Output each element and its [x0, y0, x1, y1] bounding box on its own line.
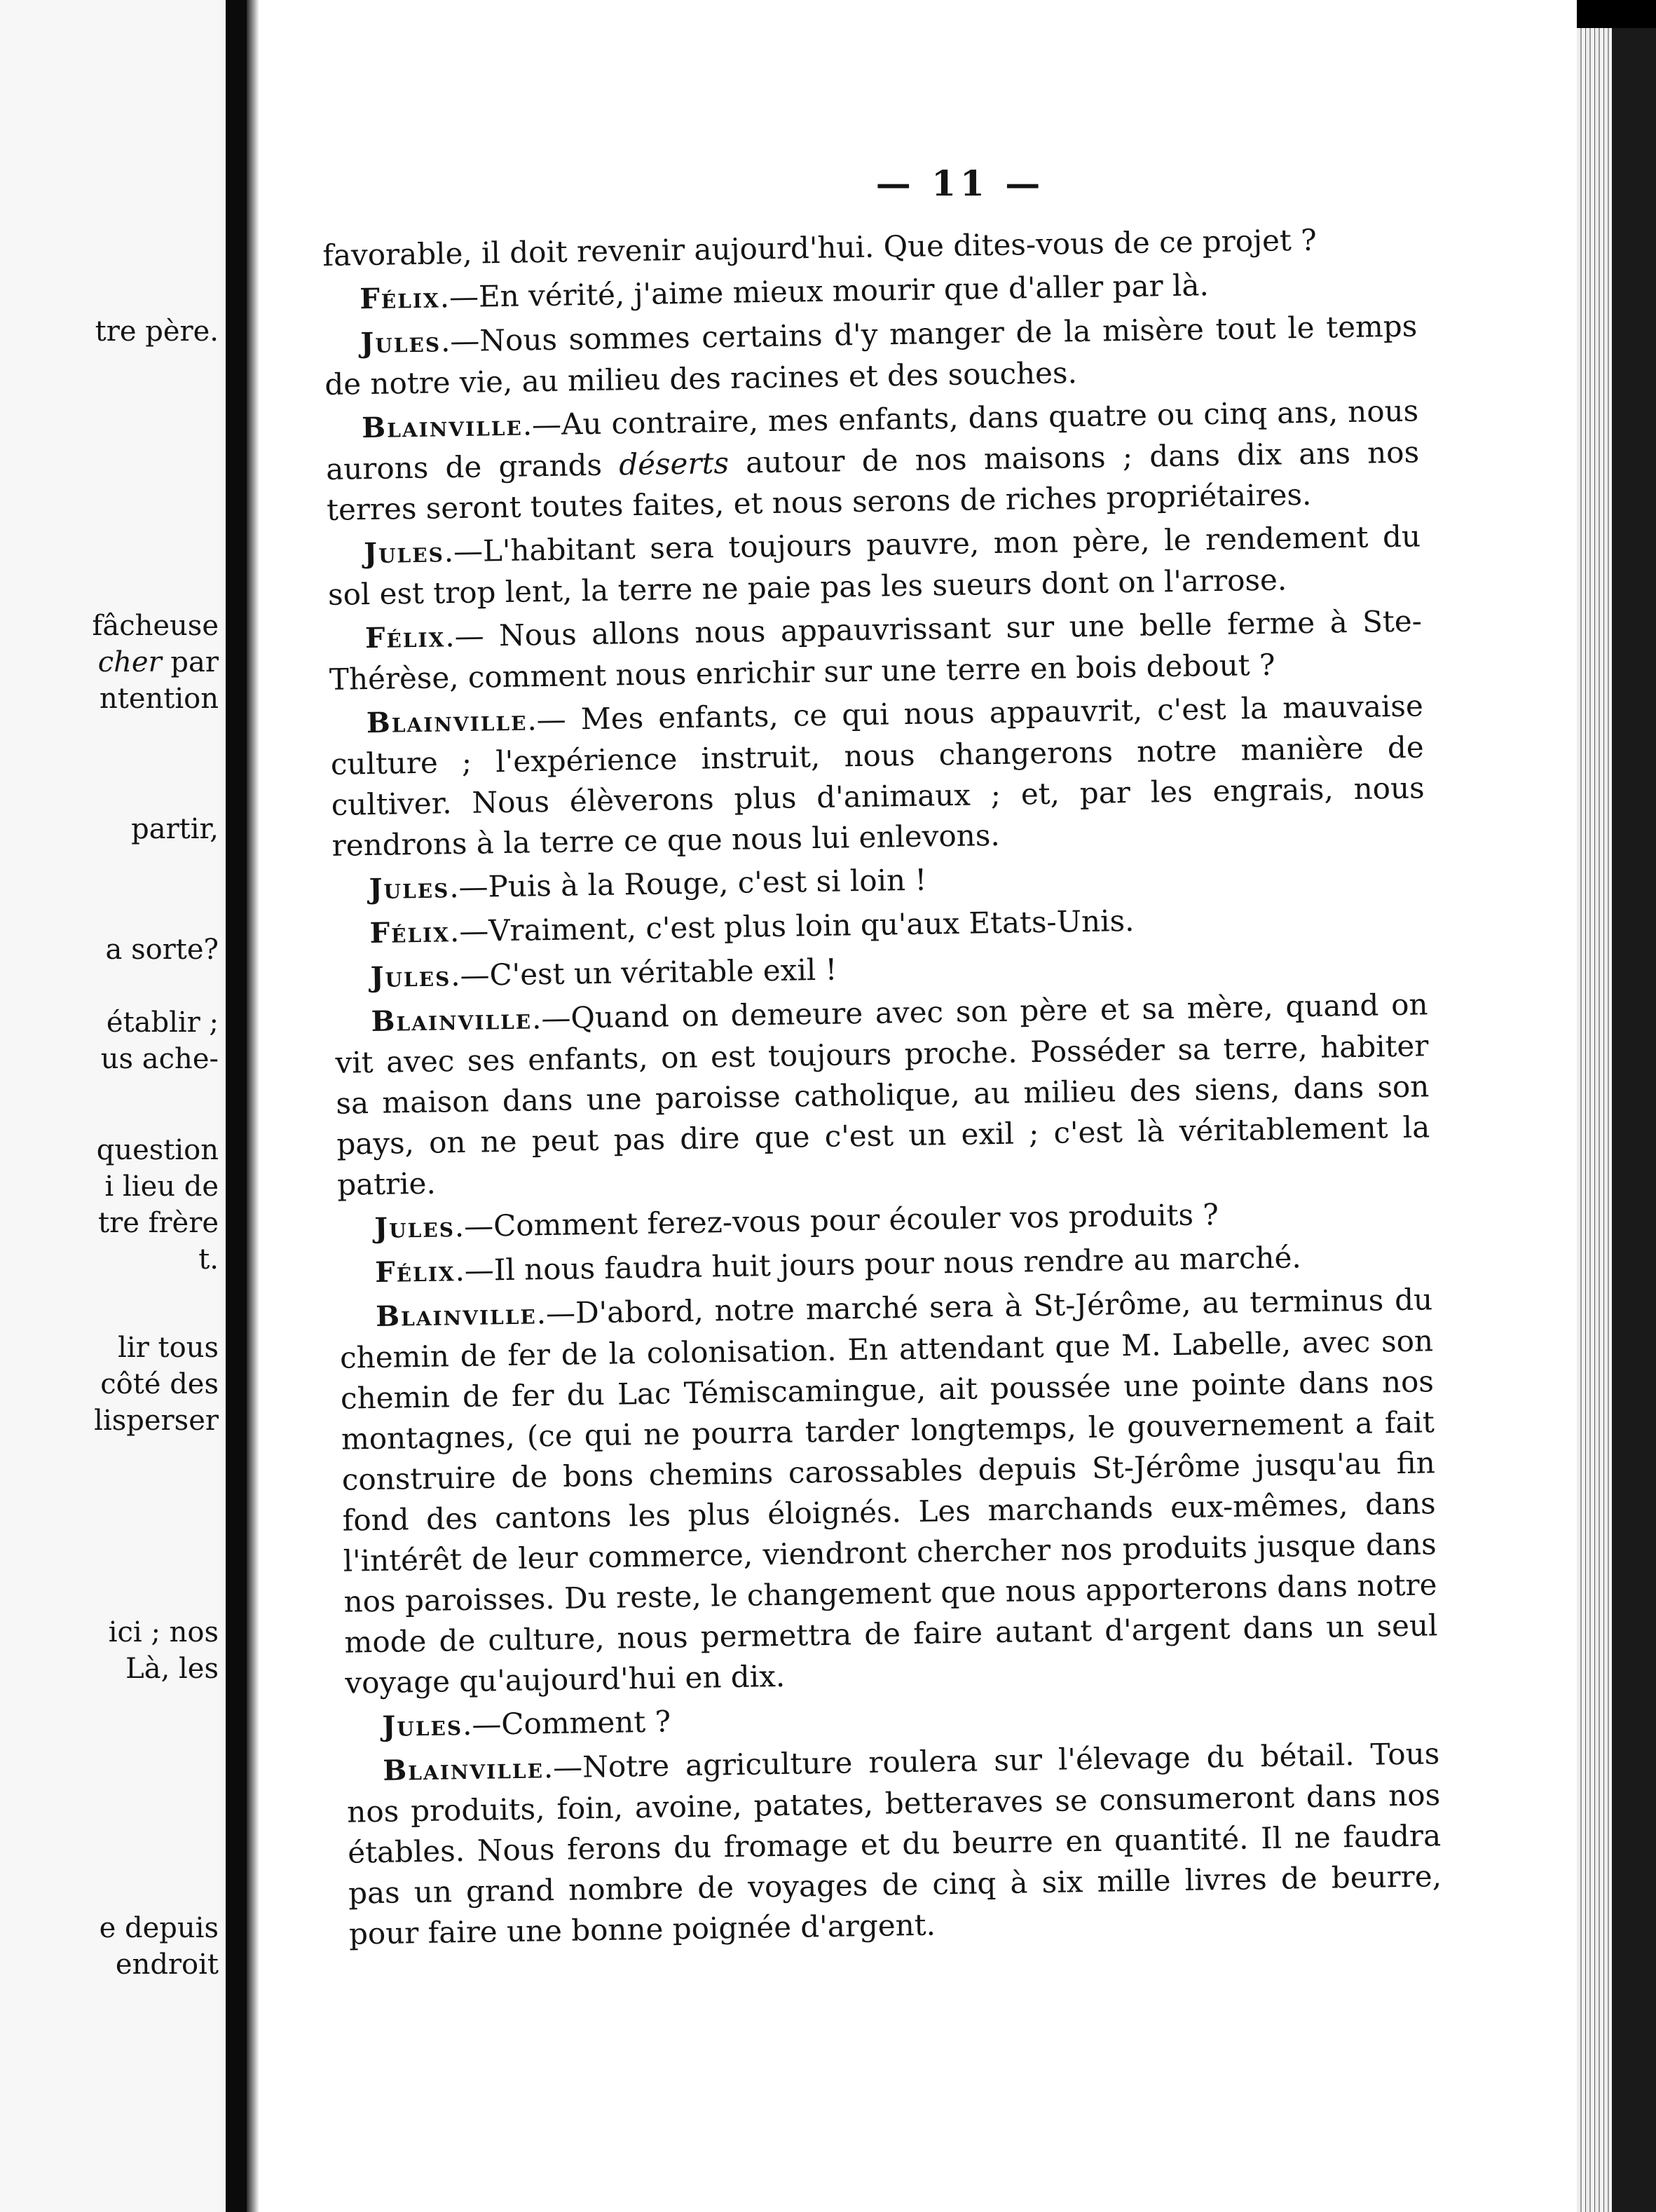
- paragraph-text: .—Puis à la Rouge, c'est si loin !: [449, 862, 927, 905]
- left-page-line: partir,: [131, 813, 219, 845]
- speaker-name: Jules: [360, 325, 442, 360]
- speaker-name: Félix: [369, 915, 451, 950]
- paragraph-text: .—Quand on demeure avec son père et sa mère, quand on vit avec ses enfants, on est toujours proche. Posséder sa terre, habiter sa maison dans une paroisse catholique, au milieu des siens, dans son pays, on ne peut pas dire que c'est un exil ; c'est là véritablement la patrie.: [335, 987, 1430, 1202]
- emphasis-text: déserts: [618, 445, 730, 482]
- left-page-line: i lieu de: [104, 1170, 219, 1203]
- main-page: [259, 0, 1577, 2212]
- left-page-line: question: [96, 1134, 219, 1166]
- paragraph-text: .—En vérité, j'aime mieux mourir que d'aller par là.: [439, 268, 1210, 315]
- left-page-line: us ache-: [100, 1043, 219, 1075]
- paragraph-text: .—Notre agriculture roulera sur l'élevage du bétail. Tous nos produits, foin, avoine, patates, betteraves se consumeront dans nos étables. Nous ferons du fromage et du beurre en quantité. Il ne faudra pas un grand nombre de voyages de cinq à six mille livres de beurre, pour faire une bonne poignée d'argent.: [346, 1736, 1442, 1951]
- paragraph: [329, 601, 1423, 699]
- dialogue-text: [322, 218, 1442, 1957]
- speaker-name: Blainville: [375, 1297, 538, 1333]
- paragraph-text: autour de nos maisons ; dans dix ans nos terres seront toutes faites, et nous serons de riches propriétaires.: [326, 435, 1420, 527]
- left-page-line: Là, les: [125, 1653, 219, 1685]
- left-page-line: tre père.: [95, 315, 219, 348]
- paragraph-text: .—L'habitant sera toujours pauvre, mon père, le rendement du sol est trop lent, la terre ne paie pas les sueurs dont on l'arrose.: [327, 519, 1421, 612]
- left-page-line: fâcheuse: [92, 610, 219, 642]
- paragraph-text: .—Comment ?: [462, 1704, 671, 1742]
- speaker-name: Jules: [382, 1709, 463, 1743]
- left-page-line: [98, 645, 219, 680]
- paragraph-text: .—C'est un véritable exil !: [450, 952, 837, 993]
- speaker-name: Blainville: [361, 409, 524, 445]
- left-page-line: tre frère: [98, 1207, 219, 1239]
- left-page-line: lir tous: [118, 1332, 219, 1364]
- paragraph: [329, 685, 1425, 866]
- paragraph-text: .—Au contraire, mes enfants, dans quatre ou cinq ans, nous aurons de grands: [325, 393, 1419, 486]
- left-page-line: t.: [198, 1243, 219, 1276]
- paragraph-text: .— Nous allons nous appauvrissant sur une belle ferme à Ste-Thérèse, comment nous enrichir sur une terre en bois debout ?: [329, 603, 1423, 697]
- left-page-line: établir ;: [106, 1006, 219, 1039]
- speaker-name: Jules: [370, 960, 451, 995]
- left-page-italic: cher: [97, 646, 162, 678]
- paragraph: [327, 516, 1422, 615]
- scan-border: [1577, 0, 1656, 28]
- paragraph: [324, 306, 1418, 404]
- gutter-shadow: [247, 0, 259, 2212]
- book-block-edge: [1612, 0, 1656, 2212]
- paragraph-text: .—Vraiment, c'est plus loin qu'aux Etats-Unis.: [449, 903, 1135, 949]
- book-gutter: [226, 0, 247, 2212]
- speaker-name: Félix: [360, 281, 441, 316]
- paragraph: [346, 1733, 1442, 1954]
- speaker-name: Félix: [364, 620, 446, 655]
- left-page-line: ici ; nos: [108, 1616, 219, 1648]
- left-page-line: lisperser: [94, 1405, 219, 1437]
- paragraph-text: favorable, il doit revenir aujourd'hui. Que dites-vous de ce projet ?: [322, 222, 1318, 273]
- paragraph-text: .—Il nous faudra huit jours pour nous rendre au marché.: [455, 1240, 1302, 1288]
- paragraph-text: .—Comment ferez-vous pour écouler vos produits ?: [454, 1197, 1219, 1244]
- paragraph-text: .—D'abord, notre marché sera à St-Jérôme, au terminus du chemin de fer de la colonisation. En attendant que M. Labelle, avec son chemin de fer du Lac Témiscamingue, ait poussée une pointe dans nos montagnes, (ce qui ne pourra tarder longtemps, le gouvernement a fait construire de bons chemins carossables depuis St-Jérôme jusqu'au fin fond des cantons les plus éloignés. Les marchands eux-mêmes, dans l'intérêt de leur commerce, viendront chercher nos produits jusque dans nos paroisses. Du reste, le changement que nous apporterons dans notre mode de culture, nous permettra de faire autant d'argent dans un seul voyage qu'aujourd'hui en dix.: [339, 1282, 1438, 1700]
- left-page-line: e depuis: [99, 1912, 219, 1944]
- paragraph: [339, 1279, 1439, 1703]
- speaker-name: Jules: [363, 535, 445, 571]
- left-page-line: ntention: [100, 683, 219, 715]
- speaker-name: Jules: [369, 871, 450, 906]
- speaker-name: Jules: [374, 1210, 456, 1245]
- speaker-name: Blainville: [366, 704, 528, 740]
- speaker-name: Félix: [374, 1255, 456, 1289]
- paragraph: [334, 984, 1430, 1205]
- paragraph: [325, 390, 1421, 530]
- paragraph-text: .— Mes enfants, ce qui nous appauvrit, c'est la mauvaise culture ; l'expérience instruit, nous changerons notre manière de cultiver. Nous élèverons plus d'animaux ; et, par les engrais, nous rendrons à la terre ce que nous lui enlevons.: [330, 688, 1425, 863]
- paragraph-text: .—Nous sommes certains d'y manger de la misère tout le temps de notre vie, au milieu des racines et des souches.: [324, 308, 1418, 402]
- left-facing-page: [0, 0, 231, 2212]
- speaker-name: Blainville: [371, 1002, 533, 1039]
- speaker-name: Blainville: [383, 1752, 545, 1787]
- page-number: — 11 —: [875, 163, 1045, 204]
- left-page-line-rest: par: [161, 646, 219, 678]
- left-page-line: endroit: [115, 1948, 219, 1981]
- left-page-line: a sorte?: [105, 934, 219, 966]
- left-page-line: côté des: [100, 1368, 219, 1400]
